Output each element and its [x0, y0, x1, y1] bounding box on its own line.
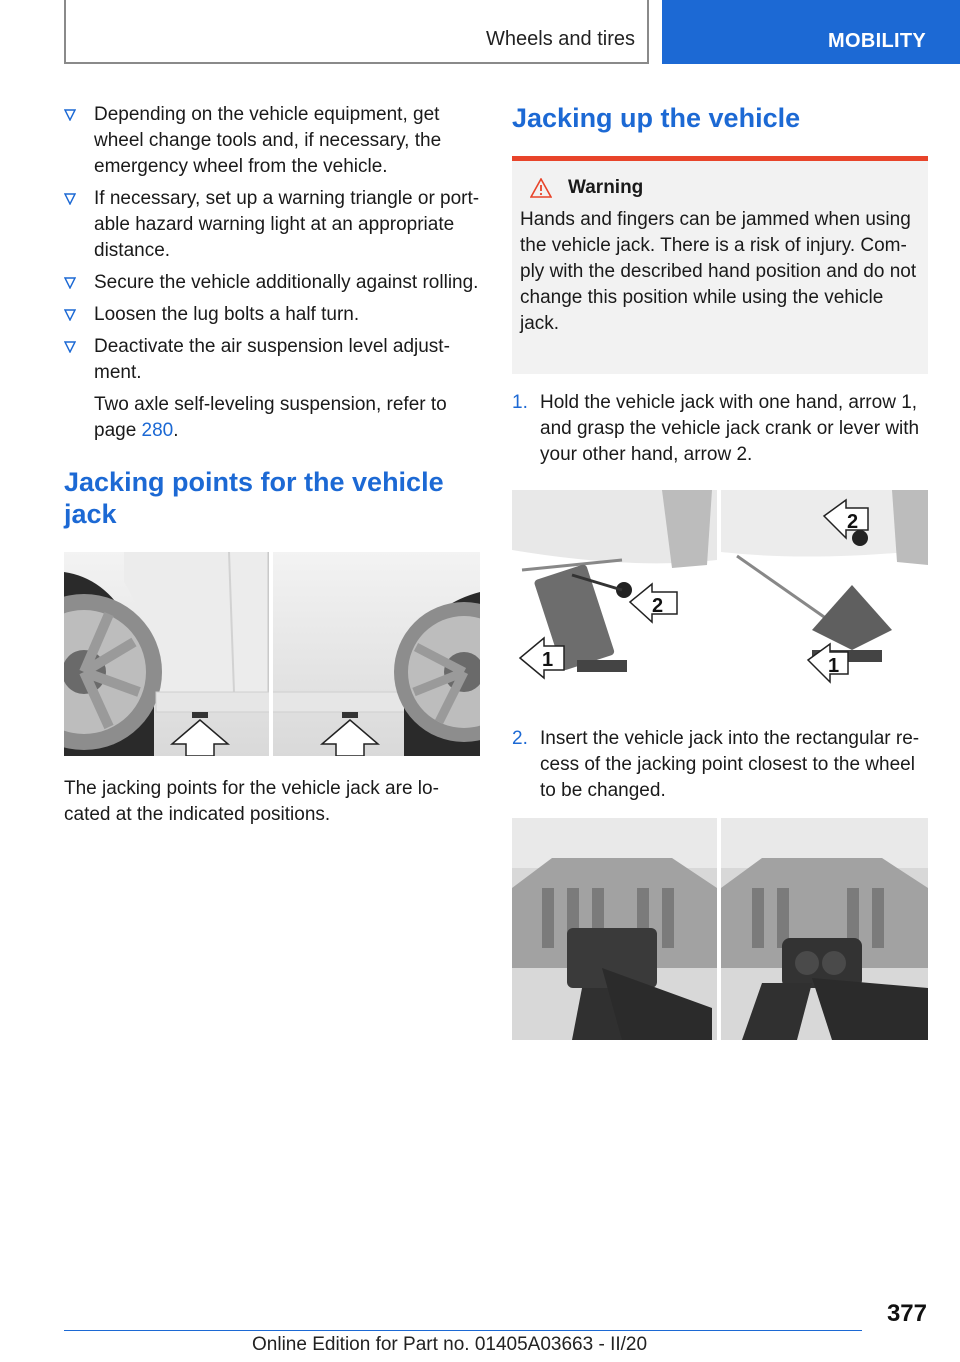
list-item-text: Loosen the lug bolts a half turn. — [94, 304, 360, 325]
list-item-text: If necessary, set up a warning triangle or port-able hazard warning light at an appropriate distance. — [94, 188, 480, 261]
right-column — [512, 102, 928, 1040]
header-chapter-tab — [662, 0, 960, 64]
footer-edition-text: Online Edition for Part no. 01405A03663 - II/20 — [252, 1334, 648, 1355]
triangle-bullet-icon — [64, 309, 76, 321]
jack-insert-figure — [512, 818, 928, 1040]
list-item — [64, 302, 480, 328]
jack-insert-illustration — [512, 818, 928, 1040]
list-item-text: Secure the vehicle additionally against rolling. — [94, 272, 479, 293]
footer-rule — [64, 1330, 862, 1331]
arrow-label-1: 1 — [828, 655, 840, 677]
step-text: Insert the vehicle jack into the rectangular re-cess of the jacking point closest to the wheel to be changed. — [540, 728, 920, 801]
list-item — [512, 726, 928, 804]
header-section-title: Wheels and tires — [486, 28, 635, 50]
jacking-points-heading: Jacking points for the vehicle jack — [64, 467, 444, 529]
subtext-end: . — [173, 420, 179, 441]
list-item-text: Deactivate the air suspension level adjust-ment. — [94, 336, 450, 383]
subtext-body: Two axle self-leveling suspension, refer to page — [94, 394, 447, 441]
warning-box — [512, 161, 928, 374]
list-item — [64, 270, 480, 296]
jack-hold-figure — [512, 490, 928, 686]
warning-title: Warning — [568, 177, 644, 198]
triangle-bullet-icon — [64, 341, 76, 353]
jack-hold-illustration — [512, 490, 928, 686]
car-side-illustration — [64, 552, 480, 756]
left-column — [64, 102, 480, 847]
arrow-label-2: 2 — [847, 511, 859, 533]
steps-list — [512, 390, 928, 468]
warning-triangle-icon — [530, 178, 552, 198]
jacking-up-heading: Jacking up the vehicle — [512, 103, 801, 133]
step-text: Hold the vehicle jack with one hand, arrow 1, and grasp the vehicle jack crank or lever with your other hand, arrow 2. — [540, 392, 920, 465]
jacking-points-caption: The jacking points for the vehicle jack are lo-cated at the indicated positions. — [64, 778, 439, 825]
header-chapter-title: MOBILITY — [828, 30, 926, 52]
page-reference-link[interactable]: 280 — [141, 420, 174, 441]
list-item-text: Depending on the vehicle equipment, get wheel change tools and, if necessary, the emergency wheel from the vehicle. — [94, 104, 442, 177]
list-item — [64, 102, 480, 180]
list-item-subtext — [94, 392, 480, 444]
warning-text: Hands and fingers can be jammed when using the vehicle jack. There is a risk of injury. Com-ply with the described hand position and do not change this position while using the vehicle jack. — [520, 209, 917, 334]
list-item — [512, 390, 928, 468]
preparation-list — [64, 102, 480, 444]
page-number: 377 — [886, 1300, 927, 1327]
step-number: 2. — [512, 728, 528, 749]
arrow-label-2: 2 — [652, 595, 664, 617]
triangle-bullet-icon — [64, 193, 76, 205]
step-number: 1. — [512, 392, 528, 413]
list-item — [64, 186, 480, 264]
arrow-label-1: 1 — [542, 649, 554, 671]
warning-header — [520, 175, 920, 201]
list-item — [64, 334, 480, 444]
triangle-bullet-icon — [64, 109, 76, 121]
steps-list — [512, 726, 928, 804]
triangle-bullet-icon — [64, 277, 76, 289]
jacking-points-figure — [64, 552, 480, 756]
header-section-box — [64, 0, 649, 64]
